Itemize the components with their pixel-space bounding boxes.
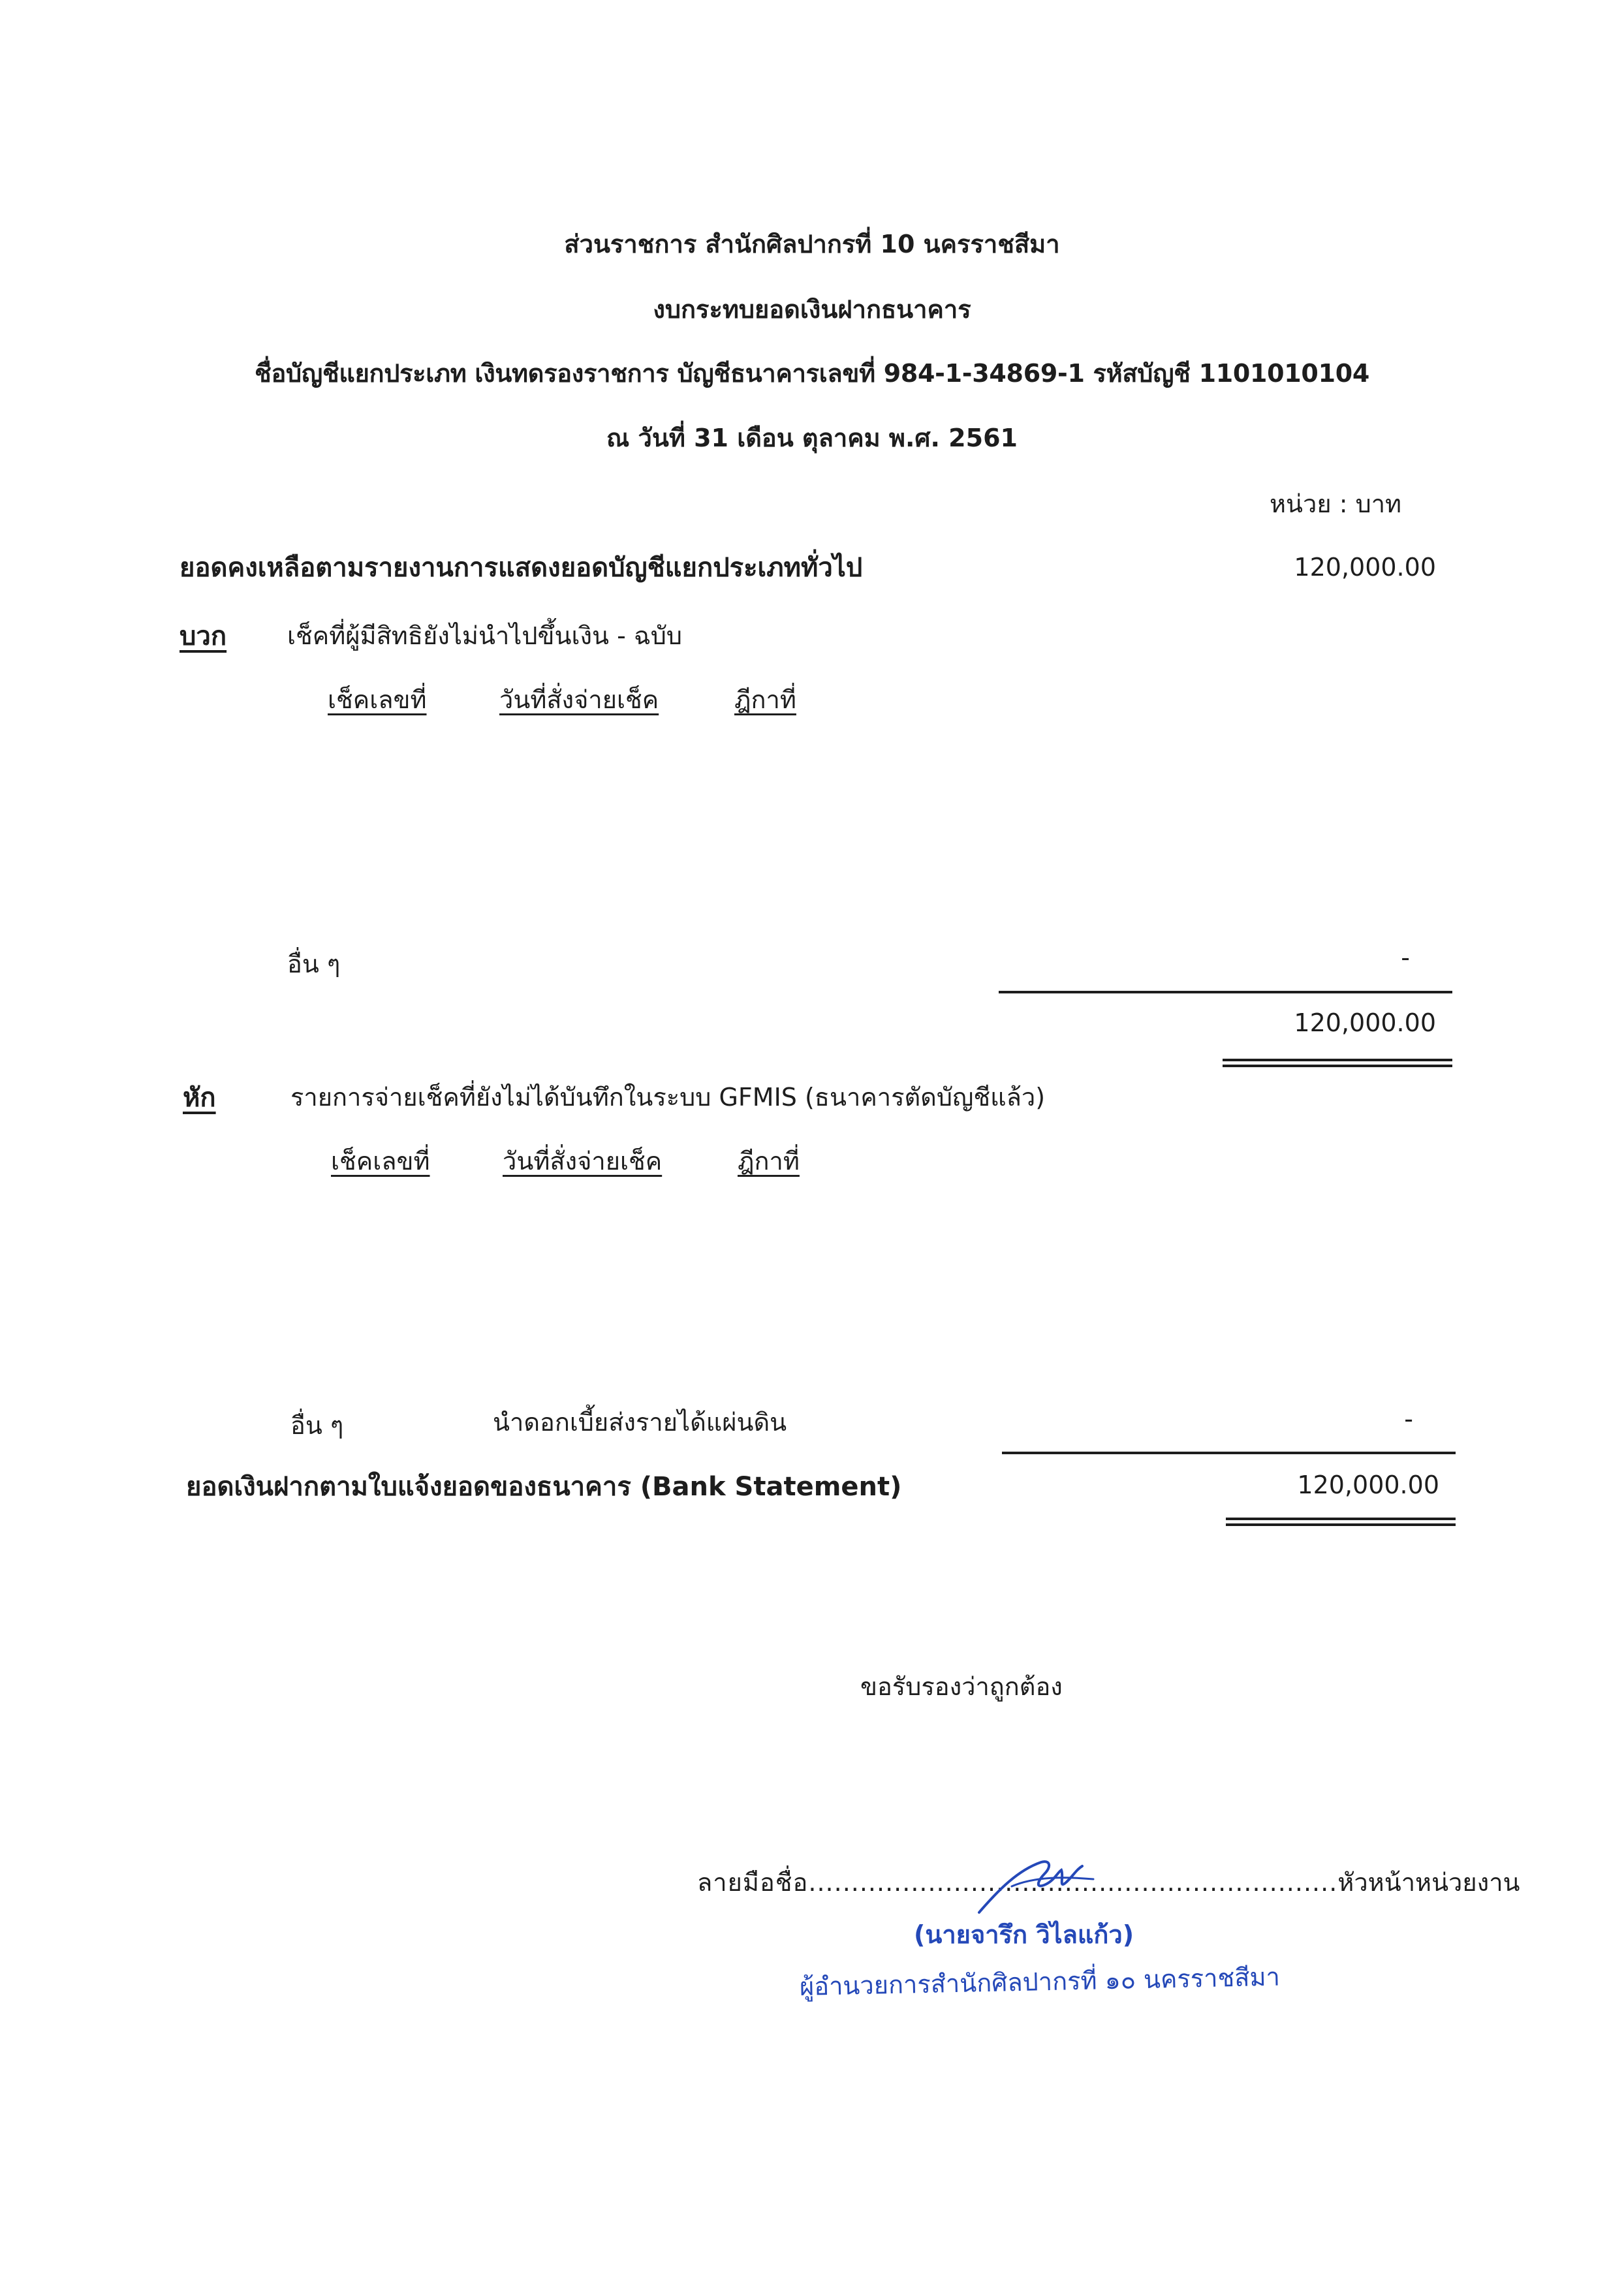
deduct-other-amount: -	[1404, 1405, 1413, 1433]
header-agency: ส่วนราชการ สำนักศิลปากรที่ 10 นครราชสีมา	[564, 230, 1060, 258]
signer-name: (นายจารึก วิไลแก้ว)	[914, 1920, 1134, 1949]
deduct-label: หัก	[183, 1083, 216, 1113]
add-description: เช็คที่ผู้มีสิทธิยังไม่นำไปขึ้นเงิน - ฉบับ	[287, 621, 682, 650]
add-subtotal-double-rule-2	[1223, 1065, 1452, 1067]
add-other-amount: -	[1401, 943, 1410, 972]
signature-line	[697, 1870, 1520, 1895]
add-other-label: อื่น ๆ	[287, 950, 341, 978]
gl-balance-label: ยอดคงเหลือตามรายงานการแสดงยอดบัญชีแยกประเภททั่วไป	[180, 553, 863, 583]
add-col-cheque-date: วันที่สั่งจ่ายเช็ค	[499, 685, 659, 714]
deduct-description: รายการจ่ายเช็คที่ยังไม่ได้บันทึกในระบบ GFMIS (ธนาคารตัดบัญชีแล้ว)	[290, 1083, 1046, 1112]
bank-balance-double-rule-2	[1226, 1523, 1456, 1526]
add-subtotal-rule	[999, 991, 1452, 993]
add-label: บวก	[180, 621, 227, 651]
deduct-rule	[1002, 1452, 1456, 1454]
signature-suffix: หัวหน้าหน่วยงาน	[1337, 1868, 1520, 1897]
certify-text: ขอรับรองว่าถูกต้อง	[860, 1672, 1063, 1701]
bank-balance-double-rule-1	[1226, 1518, 1456, 1520]
gl-balance-amount: 120,000.00	[1294, 553, 1436, 582]
signature-prefix: ลายมือชื่อ..............................................................	[697, 1868, 1338, 1897]
signer-title: ผู้อำนวยการสำนักศิลปากรที่ ๑๐ นครราชสีมา	[799, 1962, 1281, 2001]
add-subtotal-double-rule-1	[1223, 1059, 1452, 1061]
deduct-col-cheque-date: วันที่สั่งจ่ายเช็ค	[503, 1147, 663, 1176]
handwritten-signature	[973, 1850, 1103, 1922]
header-account: ชื่อบัญชีแยกประเภท เงินทดรองราชการ บัญชีธนาคารเลขที่ 984-1-34869-1 รหัสบัญชี 1101010104	[254, 359, 1369, 388]
header-date: ณ วันที่ 31 เดือน ตุลาคม พ.ศ. 2561	[606, 424, 1018, 452]
add-col-voucher-no: ฎีกาที่	[734, 685, 796, 714]
deduct-other-label: อื่น ๆ	[290, 1411, 344, 1440]
deduct-col-cheque-no: เช็คเลขที่	[331, 1147, 430, 1176]
unit-label: หน่วย : บาท	[1270, 490, 1402, 518]
add-col-cheque-no: เช็คเลขที่	[328, 685, 427, 714]
bank-balance-label: ยอดเงินฝากตามใบแจ้งยอดของธนาคาร (Bank Statement)	[186, 1472, 902, 1502]
add-subtotal-amount: 120,000.00	[1294, 1008, 1436, 1037]
deduct-col-voucher-no: ฎีกาที่	[738, 1147, 800, 1176]
header-title: งบกระทบยอดเงินฝากธนาคาร	[653, 295, 971, 324]
bank-balance-amount: 120,000.00	[1297, 1471, 1439, 1499]
deduct-other-description: นำดอกเบี้ยส่งรายได้แผ่นดิน	[493, 1408, 787, 1437]
